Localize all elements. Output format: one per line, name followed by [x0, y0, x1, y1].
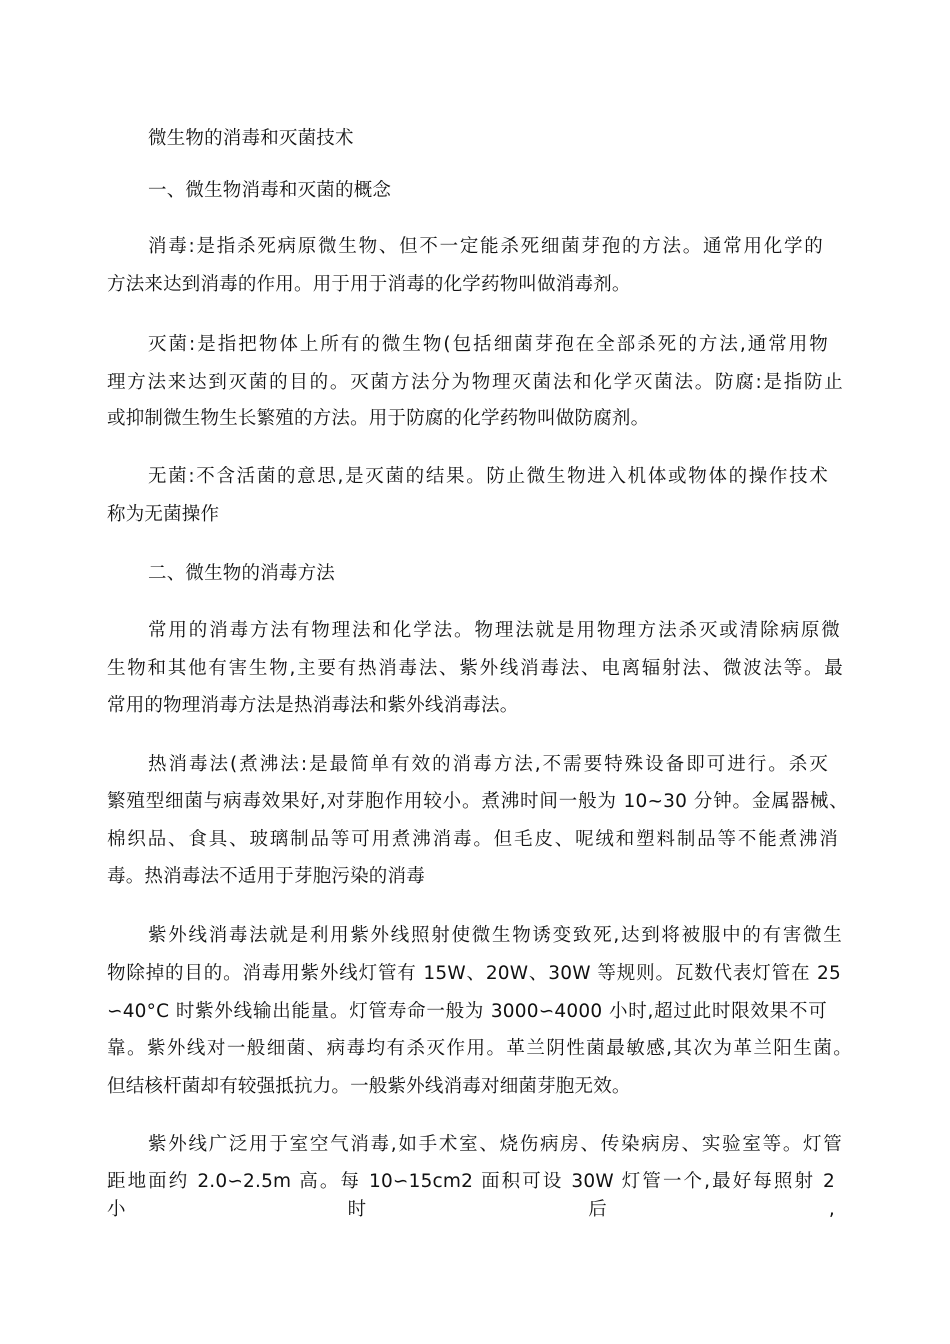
paragraph-sterilization-line: 或抑制微生物生长繁殖的方法。用于防腐的化学药物叫做防腐剂。 — [107, 408, 650, 429]
paragraph-methods-line: 常用的消毒方法有物理法和化学法。物理法就是用物理方法杀灭或清除病原微 — [148, 620, 840, 641]
paragraph-boiling-line: 毒。热消毒法不适用于芽胞污染的消毒 — [107, 866, 425, 887]
paragraph-uv-line: ∽40°C 时紫外线输出能量。灯管寿命一般为 3000∽4000 小时,超过此时限效果不可 — [107, 1001, 827, 1022]
paragraph-uv-usage-line: 紫外线广泛用于室空气消毒,如手术室、烧伤病房、传染病房、实验室等。灯管 — [148, 1134, 842, 1155]
paragraph-uv-line: 但结核杆菌却有较强抵抗力。一般紫外线消毒对细菌芽胞无效。 — [107, 1076, 631, 1097]
paragraph-uv-line: 紫外线消毒法就是利用紫外线照射使微生物诱变致死,达到将被服中的有害微生 — [148, 925, 842, 946]
document-title: 微生物的消毒和灭菌技术 — [148, 128, 354, 149]
section-heading-methods: 二、微生物的消毒方法 — [148, 563, 336, 584]
paragraph-disinfection-line: 消毒:是指杀死病原微生物、但不一定能杀死细菌芽孢的方法。通常用化学的 — [148, 236, 823, 257]
paragraph-uv-usage-line: 距地面约 2.0∽2.5m 高。每 10∽15cm2 面积可设 30W 灯管一个,最好每照射 2 小时后, — [107, 1171, 835, 1220]
paragraph-disinfection-line: 方法来达到消毒的作用。用于用于消毒的化学药物叫做消毒剂。 — [107, 274, 631, 295]
paragraph-methods-line: 生物和其他有害生物,主要有热消毒法、紫外线消毒法、电离辐射法、微波法等。最 — [107, 658, 843, 679]
paragraph-aseptic-line: 称为无菌操作 — [107, 504, 220, 525]
paragraph-boiling-line: 棉织品、食具、玻璃制品等可用煮沸消毒。但毛皮、呢绒和塑料制品等不能煮沸消 — [107, 829, 838, 850]
paragraph-methods-line: 常用的物理消毒方法是热消毒法和紫外线消毒法。 — [107, 695, 519, 716]
paragraph-boiling-line: 热消毒法(煮沸法:是最简单有效的消毒方法,不需要特殊设备即可进行。杀灭 — [148, 754, 828, 775]
paragraph-uv-line: 靠。紫外线对一般细菌、病毒均有杀灭作用。革兰阴性菌最敏感,其次为革兰阳生菌。 — [107, 1038, 852, 1059]
paragraph-aseptic-line: 无菌:不含活菌的意思,是灭菌的结果。防止微生物进入机体或物体的操作技术 — [148, 466, 828, 487]
section-heading-concepts: 一、微生物消毒和灭菌的概念 — [148, 180, 392, 201]
paragraph-uv-line: 物除掉的目的。消毒用紫外线灯管有 15W、20W、30W 等规则。瓦数代表灯管在 25 — [107, 963, 841, 984]
paragraph-sterilization-line: 灭菌:是指把物体上所有的微生物(包括细菌芽孢在全部杀死的方法,通常用物 — [148, 334, 828, 355]
paragraph-sterilization-line: 理方法来达到灭菌的目的。灭菌方法分为物理灭菌法和化学灭菌法。防腐:是指防止 — [107, 372, 843, 393]
paragraph-boiling-line: 繁殖型细菌与病毒效果好,对芽胞作用较小。煮沸时间一般为 10~30 分钟。金属器械、 — [107, 791, 848, 812]
